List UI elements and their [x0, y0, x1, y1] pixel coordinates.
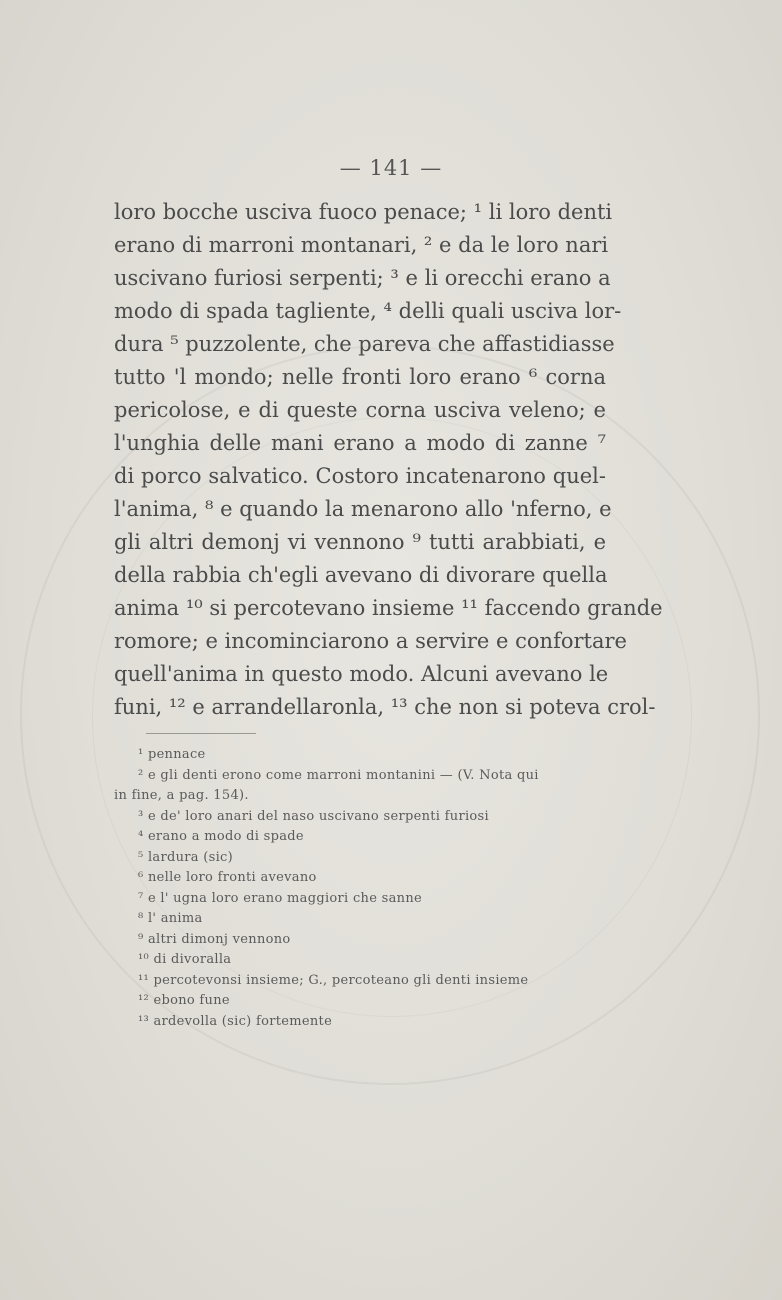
body-text: [114, 196, 663, 724]
text-line: erano di marroni montanari, ² e da le loro nari: [114, 233, 609, 257]
footnote: ⁷ e l' ugna loro erano maggiori che sanne: [138, 890, 422, 906]
footnote: ¹¹ percotevonsi insieme; G., percoteano gli denti insieme: [138, 972, 529, 988]
text-line: pericolose, e di queste corna usciva veleno; e: [114, 398, 606, 422]
footnote-continuation: in fine, a pag. 154).: [114, 788, 249, 803]
page-number: — 141 —: [339, 156, 443, 180]
text-line: dura ⁵ puzzolente, che pareva che affastidiasse: [114, 332, 615, 356]
text-line: romore; e incominciarono a servire e confortare: [114, 629, 627, 653]
footnote: ¹² ebono fune: [138, 993, 230, 1008]
text-line: della rabbia ch'egli avevano di divorare quella: [114, 563, 608, 587]
footnote: ⁹ altri dimonj vennono: [138, 931, 291, 947]
text-line: l'unghia delle mani erano a modo di zanne ⁷: [114, 431, 606, 455]
footnote: ¹⁰ di divoralla: [138, 952, 232, 967]
footnote: ² e gli denti erono come marroni montanini — (V. Nota qui: [138, 767, 539, 783]
footnote: ¹³ ardevolla (sic) fortemente: [138, 1013, 333, 1029]
text-line: gli altri demonj vi vennono ⁹ tutti arabbiati, e: [114, 530, 606, 554]
footnote-divider: [146, 733, 256, 734]
text-line: di porco salvatico. Costoro incatenarono quel-: [114, 464, 606, 488]
footnote: ⁶ nelle loro fronti avevano: [138, 870, 317, 885]
footnotes: [114, 745, 606, 1032]
footnote: ⁴ erano a modo di spade: [138, 829, 304, 844]
text-line: funi, ¹² e arrandellaronla, ¹³ che non si poteva crol-: [114, 695, 656, 719]
text-line: tutto 'l mondo; nelle fronti loro erano ⁶ corna: [114, 365, 606, 389]
text-line: uscivano furiosi serpenti; ³ e li orecchi erano a: [114, 266, 611, 290]
footnote: ¹ pennace: [138, 747, 206, 762]
footnote: ⁵ lardura (sic): [138, 849, 234, 865]
footnote: ⁸ l' anima: [138, 911, 203, 926]
text-line: anima ¹⁰ si percotevano insieme ¹¹ faccendo grande: [114, 596, 663, 620]
text-line: modo di spada tagliente, ⁴ delli quali usciva lor-: [114, 299, 622, 323]
footnote: ³ e de' loro anari del naso uscivano serpenti furiosi: [138, 808, 489, 824]
text-line: l'anima, ⁸ e quando la menarono allo 'nferno, e: [114, 497, 612, 521]
text-line: loro bocche usciva fuoco penace; ¹ li loro denti: [114, 200, 613, 224]
text-line: quell'anima in questo modo. Alcuni avevano le: [114, 662, 609, 686]
